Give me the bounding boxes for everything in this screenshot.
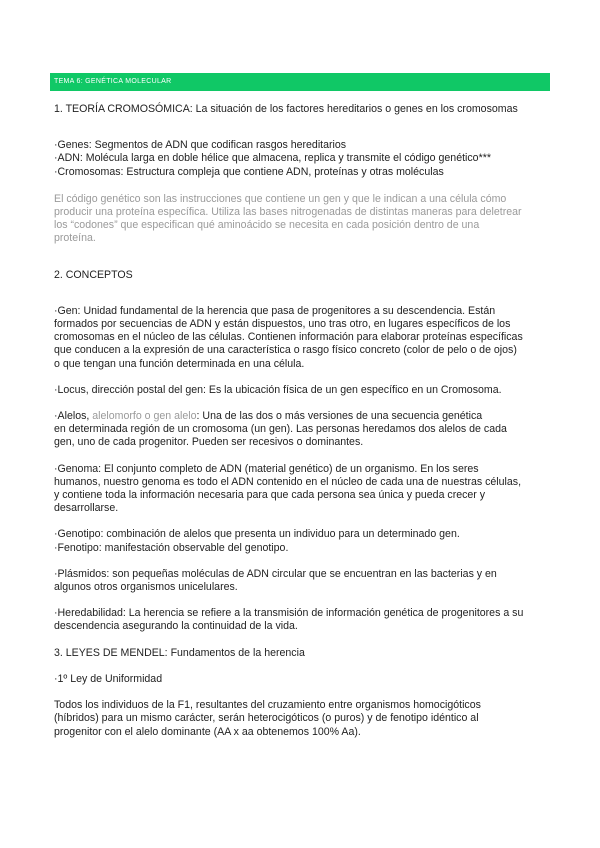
section-heading-mendel: 3. LEYES DE MENDEL: Fundamentos de la herencia xyxy=(54,646,305,659)
section-heading-teoria: 1. TEORÍA CROMOSÓMICA: La situación de los factores hereditarios o genes en los cromosomas xyxy=(54,103,518,115)
bullet-cromosomas: ·Cromosomas: Estructura compleja que contiene ADN, proteínas y otras moléculas xyxy=(54,165,444,178)
note-line: proteína. xyxy=(54,232,96,245)
plasmidos-line: ·Plásmidos: son pequeñas moléculas de ADN circular que se encuentran en las bacterias y en xyxy=(54,567,497,580)
alelos-synonyms: alelomorfo o gen alelo xyxy=(92,410,197,423)
locus-definition: ·Locus, dirección postal del gen: Es la ubicación física de un gen específico en un Cromosoma. xyxy=(54,383,502,396)
alelos-line: gen, uno de cada progenitor. Pueden ser recesivos o dominantes. xyxy=(54,436,364,449)
law1-line: Todos los individuos de la F1, resultantes del cruzamiento entre organismos homocigóticos xyxy=(54,699,481,712)
gen-line: formados por secuencias de ADN y están dispuestos, uno tras otro, en lugares específicos de los xyxy=(54,318,511,331)
alelos-line: en determinada región de un cromosoma (un gen). Las personas heredamos dos alelos de cada xyxy=(54,423,507,436)
genoma-line: ·Genoma: El conjunto completo de ADN (material genético) de un organismo. En los seres xyxy=(54,462,479,475)
section-heading-conceptos: 2. CONCEPTOS xyxy=(54,268,133,281)
heredabilidad-line: ·Heredabilidad: La herencia se refiere a la transmisión de información genética de progenitores a su xyxy=(54,607,524,620)
gen-line: que conducen a la expresión de una característica o rasgo físico concreto (color de pelo o de ojos) xyxy=(54,344,517,357)
law1-line: (híbridos) para un mismo carácter, serán heterocigóticos (o puros) y de fenotipo idéntico al xyxy=(54,712,479,725)
law1-title: ·1º Ley de Uniformidad xyxy=(54,672,163,685)
topic-banner: TEMA 6: GENÉTICA MOLECULAR xyxy=(50,73,550,91)
genoma-line: desarrollarse. xyxy=(54,502,119,515)
alelos-prefix: ·Alelos, xyxy=(54,410,93,423)
bullet-adn: ·ADN: Molécula larga en doble hélice que almacena, replica y transmite el código genético*** xyxy=(54,152,491,165)
gen-line: cromosomas en el núcleo de las células. Contienen información para elaborar proteínas específicas xyxy=(54,331,523,344)
genotipo-definition: ·Genotipo: combinación de alelos que presenta un individuo para un determinado gen. xyxy=(54,528,460,541)
plasmidos-line: algunos otros organismos unicelulares. xyxy=(54,581,238,594)
bullet-genes: ·Genes: Segmentos de ADN que codifican rasgos hereditarios xyxy=(54,139,347,152)
document-body xyxy=(54,103,549,739)
alelos-rest: : Una de las dos o más versiones de una secuencia genética xyxy=(196,410,483,423)
law1-line: progenitor con el alelo dominante (AA x aa obtenemos 100% Aa). xyxy=(54,725,361,738)
note-line: los “codones” que especifican qué aminoácido se necesita en cada posición dentro de una xyxy=(54,219,480,232)
genoma-line: y contiene toda la información necesaria para que cada persona sea única y pueda crecer y xyxy=(54,489,486,502)
gen-line: o que tengan una función determinada en una célula. xyxy=(54,357,305,370)
heredabilidad-line: descendencia asegurando la continuidad de la vida. xyxy=(54,620,298,633)
gen-line: ·Gen: Unidad fundamental de la herencia que pasa de progenitores a su descendencia. Están xyxy=(54,304,496,317)
note-line: El código genético son las instrucciones que contiene un gen y que le indican a una célula cómo xyxy=(54,192,507,205)
note-line: producir una proteína específica. Utiliza las bases nitrogenadas de distintas maneras para deletrear xyxy=(54,206,522,219)
fenotipo-definition: ·Fenotipo: manifestación observable del genotipo. xyxy=(54,541,289,554)
genoma-line: humanos, nuestro genoma es todo el ADN contenido en el núcleo de cada una de nuestras células, xyxy=(54,475,522,488)
alelos-line xyxy=(54,410,549,423)
